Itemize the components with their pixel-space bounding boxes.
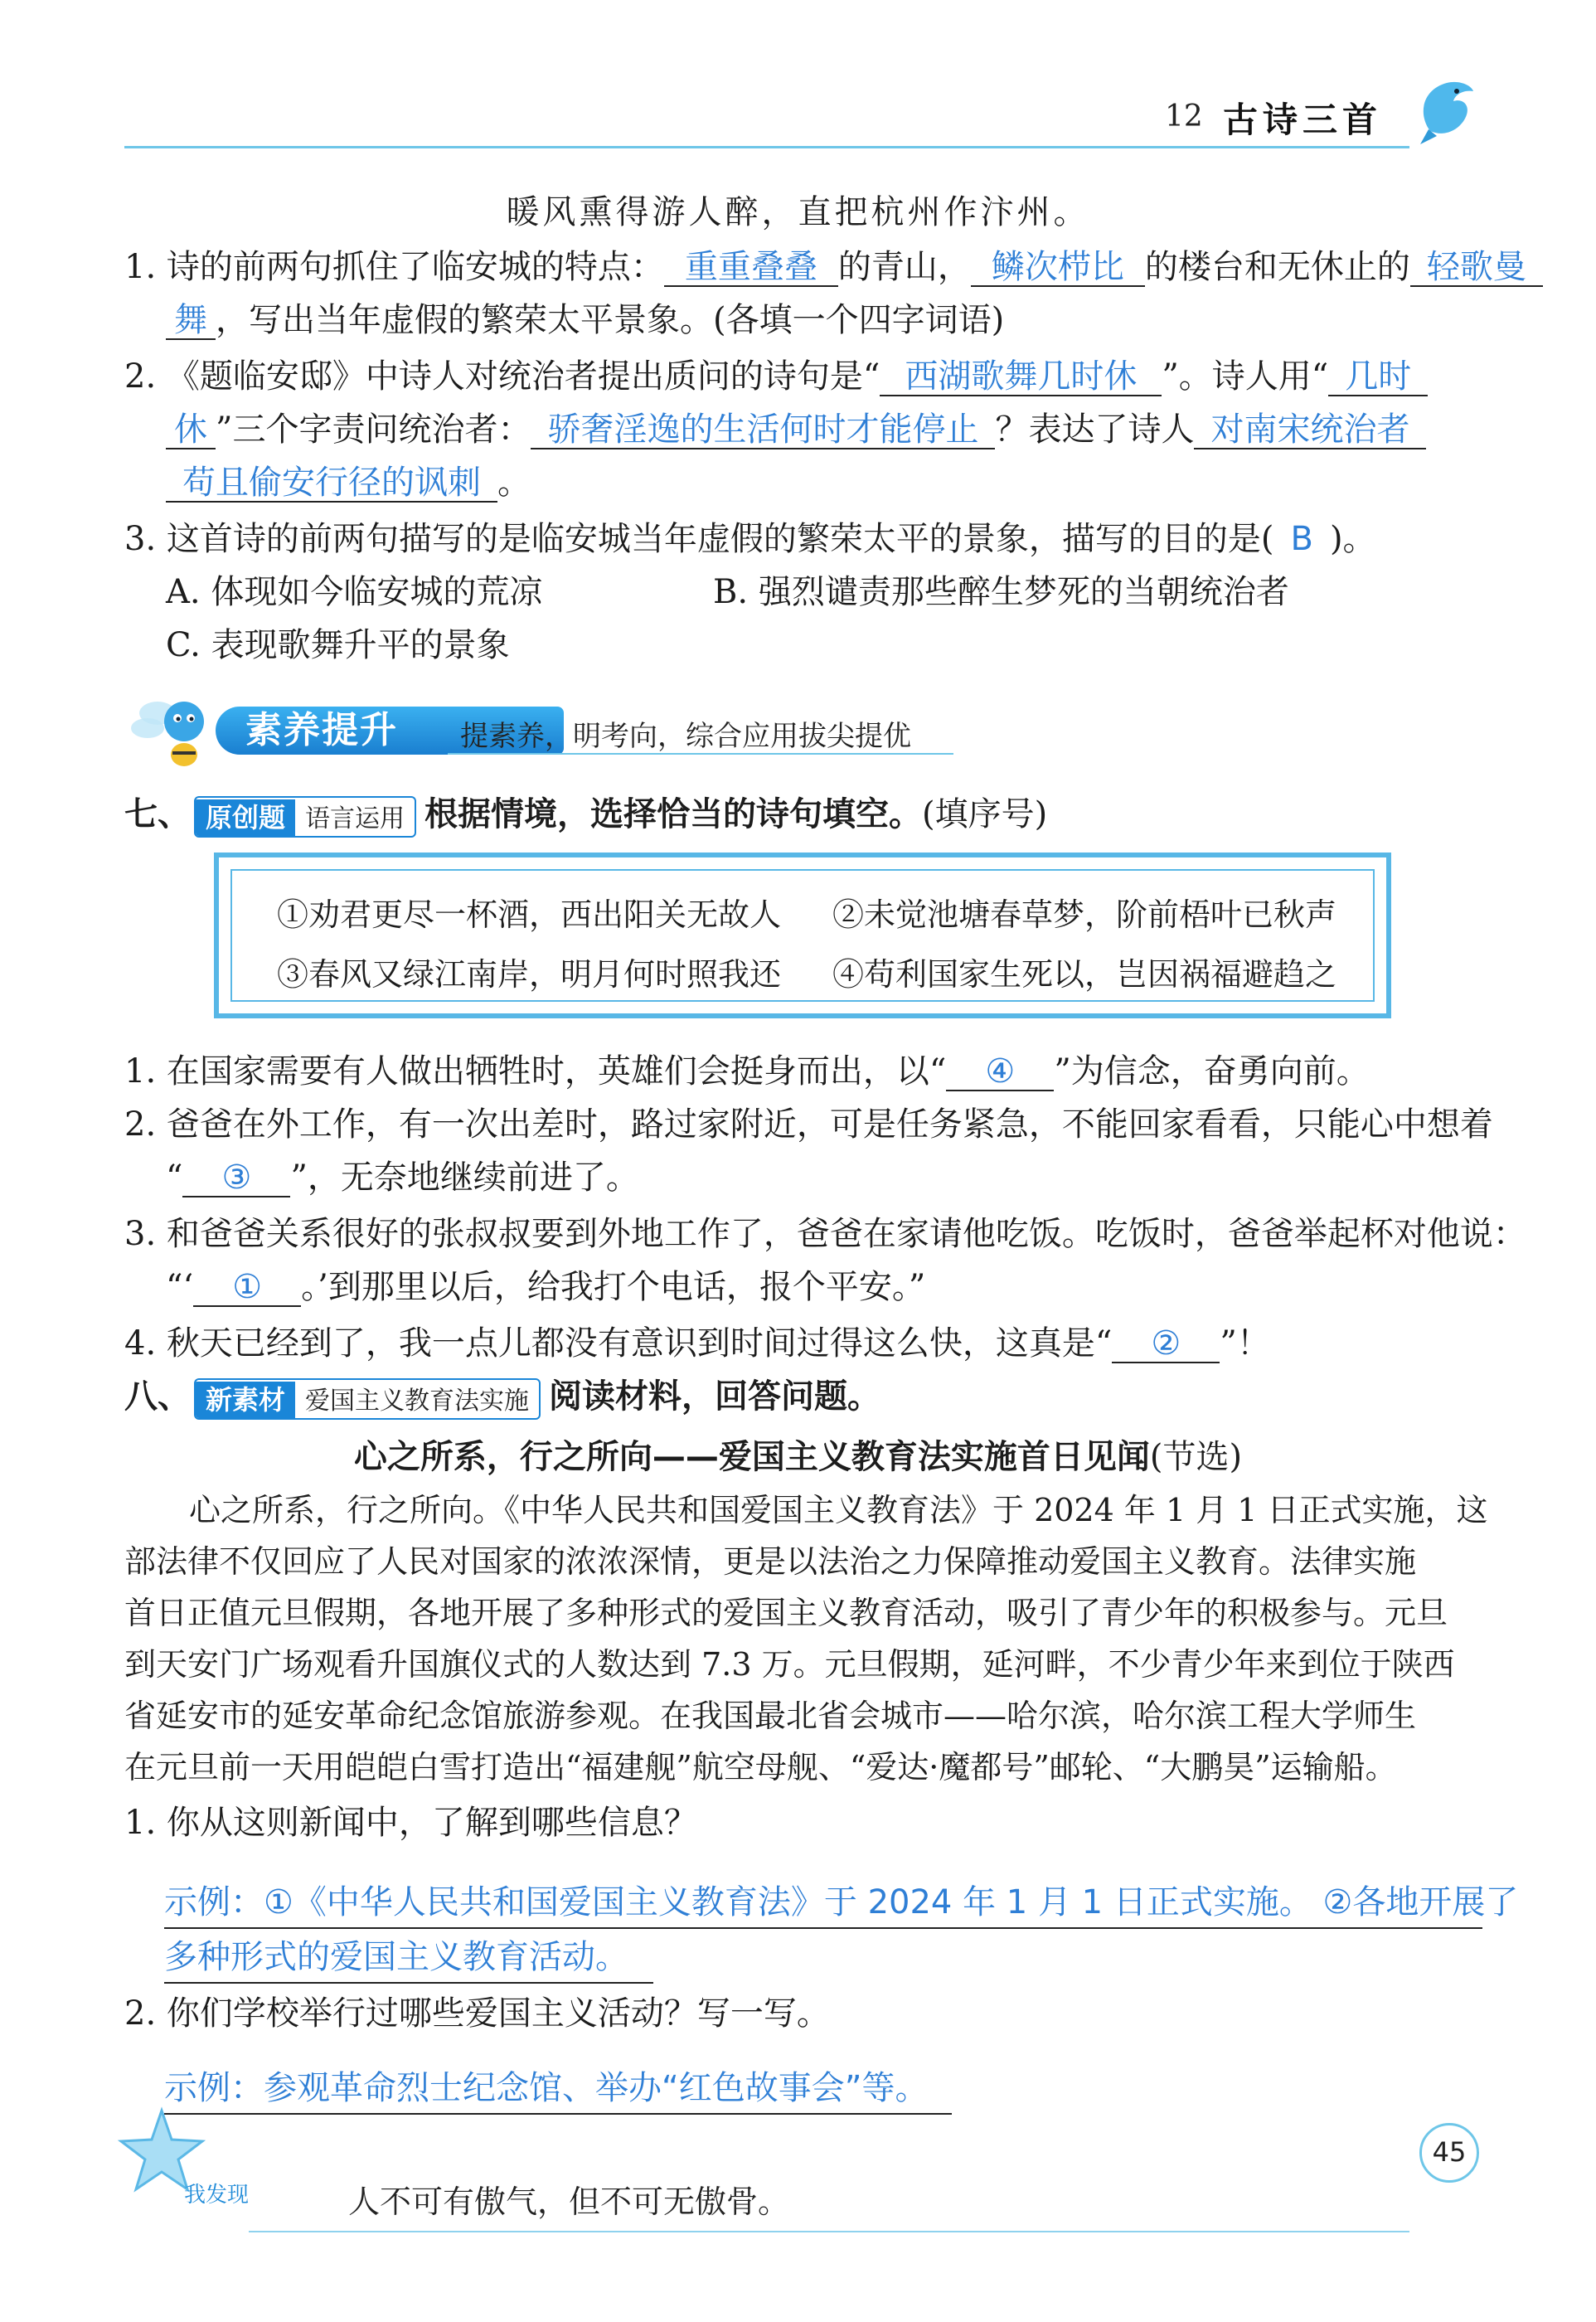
tag-original: 原创题 语言运用 <box>194 796 416 838</box>
s7-item-1: 1. 在国家需要有人做出牺牲时，英雄们会挺身而出，以“ ④ ”为信念，奋勇向前。 <box>124 1052 1370 1091</box>
s7-item-4: 4. 秋天已经到了，我一点儿都没有意识到时间过得这么快，这真是“ ② ”！ <box>124 1324 1270 1363</box>
page-number: 45 <box>1419 2123 1479 2183</box>
s7-item-2: 2. 爸爸在外工作，有一次出差时，路过家附近，可是任务紧急，不能回家看看，只能心中想着 <box>124 1105 1493 1144</box>
answer-blank: 舞 <box>166 302 216 340</box>
banner-rule <box>448 753 953 755</box>
section-8-heading: 八、 新素材 爱国主义教育法实施 阅读材料，回答问题。 <box>124 1372 880 1421</box>
answer-blank: 对南宋统治者 <box>1194 411 1426 449</box>
footer-rule <box>249 2231 1409 2232</box>
article-line: 部法律不仅回应了人民对国家的浓浓深情，更是以法治之力保障推动爱国主义教育。法律实施 <box>124 1543 1417 1580</box>
answer-blank: 轻歌曼 <box>1410 249 1543 287</box>
article-title: 心之所系，行之所向——爱国主义教育法实施首日见闻(节选) <box>353 1438 1243 1476</box>
section-banner <box>124 688 953 771</box>
s8-answer-1-line-2: 多种形式的爱国主义教育活动。 <box>164 1932 653 1984</box>
question-2-line-2: 休 ”三个字责问统治者： 骄奢淫逸的生活何时才能停止 ？表达了诗人 对南宋统治者 <box>166 405 1534 454</box>
poem-option: ④苟利国家生死以，岂因祸福避趋之 <box>832 956 1337 993</box>
article-line: 省延安市的延安革命纪念馆旅游参观。在我国最北省会城市——哈尔滨，哈尔滨工程大学师生 <box>124 1698 1417 1734</box>
question-text: 诗的前两句抓住了临安城的特点： <box>166 248 664 286</box>
header-rule <box>124 146 1409 148</box>
poem-option: ①劝君更尽一杯酒，西出阳关无故人 <box>277 896 782 933</box>
answer-blank: 几时 <box>1328 358 1428 396</box>
answer-blank: 休 <box>166 411 216 449</box>
answer-blank: ① <box>193 1269 301 1307</box>
answer-blank: ④ <box>946 1053 1054 1091</box>
s8-answer-2: 示例：参观革命烈士纪念馆、举办“红色故事会”等。 <box>164 2063 952 2115</box>
poem-options-box <box>214 853 1391 1018</box>
s8-question-2: 2. 你们学校举行过哪些爱国主义活动？写一写。 <box>124 1994 830 2033</box>
answer-choice: B <box>1290 520 1313 558</box>
lesson-title: 古诗三首 <box>1223 100 1383 140</box>
section-7-heading: 七、 原创题 语言运用 根据情境，选择恰当的诗句填空。(填序号) <box>124 789 1047 839</box>
article-line: 首日正值元旦假期，各地开展了多种形式的爱国主义教育活动，吸引了青少年的积极参与。元旦 <box>124 1595 1448 1631</box>
question-2-line-1: 2. 《题临安邸》中诗人对统治者提出质问的诗句是“ 西湖歌舞几时休 ”。诗人用“ 几时 <box>124 352 1492 401</box>
s7-item-3-cont: “‘ ① 。’到那里以后，给我打个电话，报个平安。” <box>166 1268 926 1306</box>
article-line: 在元旦前一天用皑皑白雪打造出“福建舰”航空母舰、“爱达·魔都号”邮轮、“大鹏昊”运输船。 <box>124 1749 1397 1785</box>
answer-blank: 骄奢淫逸的生活何时才能停止 <box>531 411 995 449</box>
s8-question-1: 1. 你从这则新闻中，了解到哪些信息？ <box>124 1804 697 1842</box>
answer-blank: 西湖歌舞几时休 <box>880 358 1162 396</box>
poem-line: 暖风熏得游人醉，直把杭州作汴州。 <box>506 193 1090 231</box>
footer-badge: 我发现 <box>184 2183 250 2208</box>
dolphin-icon <box>1414 73 1480 148</box>
question-2-line-3: 苟且偷安行径的讽刺 。 <box>166 458 1534 508</box>
s8-answer-1-line-1: 示例：①《中华人民共和国爱国主义教育法》于 2024 年 1 月 1 日正式实施。 ②各地开展了 <box>164 1878 1482 1929</box>
s7-item-3: 3. 和爸爸关系很好的张叔叔要到外地工作了，爸爸在家请他吃饭。吃饭时，爸爸举起杯对他说： <box>124 1215 1526 1253</box>
answer-blank: ② <box>1112 1325 1220 1363</box>
question-1-line-1: 1. 诗的前两句抓住了临安城的特点： 重重叠叠 的青山， 鳞次栉比 的楼台和无休止的 轻歌曼 <box>124 242 1492 292</box>
question-1-line-2: 舞 ，写出当年虚假的繁荣太平景象。(各填一个四字词语) <box>166 295 1534 345</box>
answer-blank: ③ <box>182 1159 290 1197</box>
banner-subtitle: 提素养，明考向，综合应用拔尖提优 <box>460 720 911 753</box>
s7-item-2-cont: “ ③ ”，无奈地继续前进了。 <box>166 1159 639 1197</box>
answer-blank: 鳞次栉比 <box>971 249 1145 287</box>
article-line: 心之所系，行之所向。《中华人民共和国爱国主义教育法》于 2024 年 1 月 1 日正式实施，这 <box>189 1492 1488 1528</box>
answer-blank: 苟且偷安行径的讽刺 <box>166 464 497 503</box>
tag-new-material: 新素材 爱国主义教育法实施 <box>194 1378 541 1420</box>
option-c: C. 表现歌舞升平的景象 <box>166 626 510 664</box>
question-number: 1. <box>124 248 157 286</box>
lesson-number: 12 <box>1165 100 1203 134</box>
option-a: A. 体现如今临安城的荒凉 <box>166 573 543 611</box>
option-b: B. 强烈谴责那些醉生梦死的当朝统治者 <box>713 573 1289 611</box>
poem-option: ②未觉池塘春草梦，阶前梧叶已秋声 <box>832 896 1337 933</box>
banner-title: 素养提升 <box>216 707 564 755</box>
answer-blank: 重重叠叠 <box>664 249 838 287</box>
footer-motto: 人不可有傲气，但不可无傲骨。 <box>348 2184 790 2220</box>
article-line: 到天安门广场观看升国旗仪式的人数达到 7.3 万。元旦假期，延河畔，不少青少年来到位于陕西 <box>124 1646 1455 1683</box>
question-3: 3. 这首诗的前两句描写的是临安城当年虚假的繁荣太平的景象，描写的目的是( B )。 <box>124 520 1376 558</box>
bee-mascot-icon <box>124 688 224 771</box>
poem-option: ③春风又绿江南岸，明月何时照我还 <box>277 956 782 993</box>
